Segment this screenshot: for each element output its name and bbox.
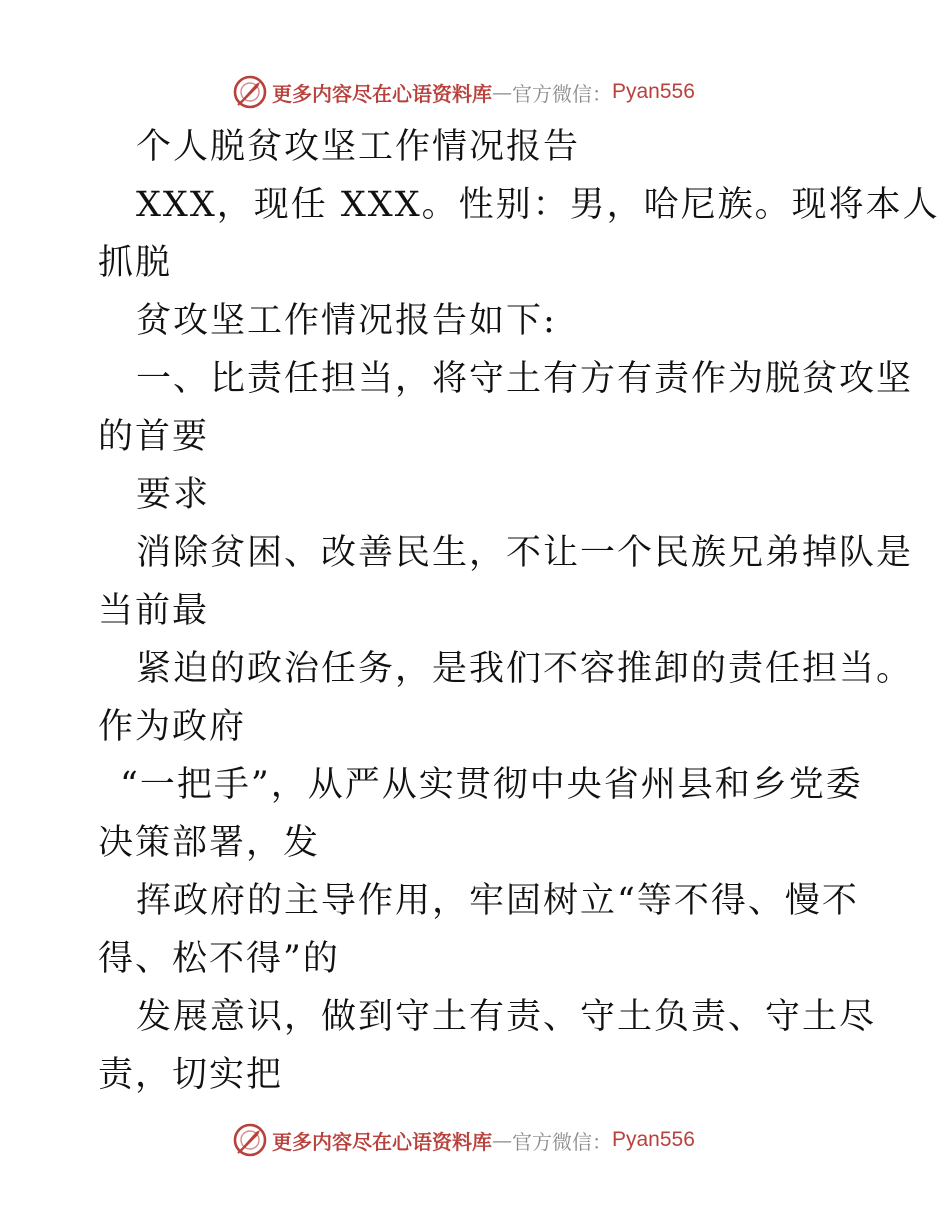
watermark-wechat-label: 官方微信： (512, 81, 612, 106)
section-heading-line: 要求 (136, 475, 211, 515)
header-watermark (232, 72, 695, 112)
watermark-separator: — (492, 1128, 512, 1152)
paragraph-line: XXX，现任 XXX。性别：男，哈尼族。现将本人 (136, 185, 940, 225)
paragraph-line: 挥政府的主导作用，牢固树立“等不得、慢不 (136, 881, 859, 921)
paragraph-line: 决策部署，发 (98, 823, 321, 863)
paragraph-line: 作为政府 (98, 707, 247, 747)
watermark-text: 更多内容尽在心语资料库 (272, 1129, 492, 1154)
watermark-separator: — (492, 80, 512, 104)
section-heading-line: 一、比责任担当，将守土有方有责作为脱贫攻坚 (136, 359, 914, 399)
paragraph-line: 贫攻坚工作情况报告如下: (136, 301, 557, 341)
watermark-text: 更多内容尽在心语资料库 (272, 81, 492, 106)
footer-watermark (232, 1120, 695, 1160)
paragraph-line: 发展意识，做到守土有责、守土负责、守土尽 (136, 997, 877, 1037)
document-title: 个人脱贫攻坚工作情况报告 (136, 127, 581, 167)
section-heading-line: 的首要 (98, 417, 210, 457)
paragraph-line: 抓脱 (98, 243, 173, 283)
paragraph-line: 消除贫困、改善民生，不让一个民族兄弟掉队是 (136, 533, 914, 573)
document-body (98, 118, 940, 1104)
paragraph-line: 责，切实把 (98, 1055, 284, 1095)
quill-logo-icon (232, 1122, 268, 1158)
paragraph-line: 当前最 (98, 591, 210, 631)
paragraph-line: 紧迫的政治任务，是我们不容推卸的责任担当。 (136, 649, 914, 689)
paragraph-line: “一把手”，从严从实贯彻中央省州县和乡党委 (120, 765, 863, 805)
watermark-wechat-id: Pyan556 (612, 1128, 695, 1151)
paragraph-line: 得、松不得”的 (98, 939, 340, 979)
watermark-wechat-label: 官方微信： (512, 1129, 612, 1154)
quill-logo-icon (232, 74, 268, 110)
watermark-wechat-id: Pyan556 (612, 80, 695, 103)
